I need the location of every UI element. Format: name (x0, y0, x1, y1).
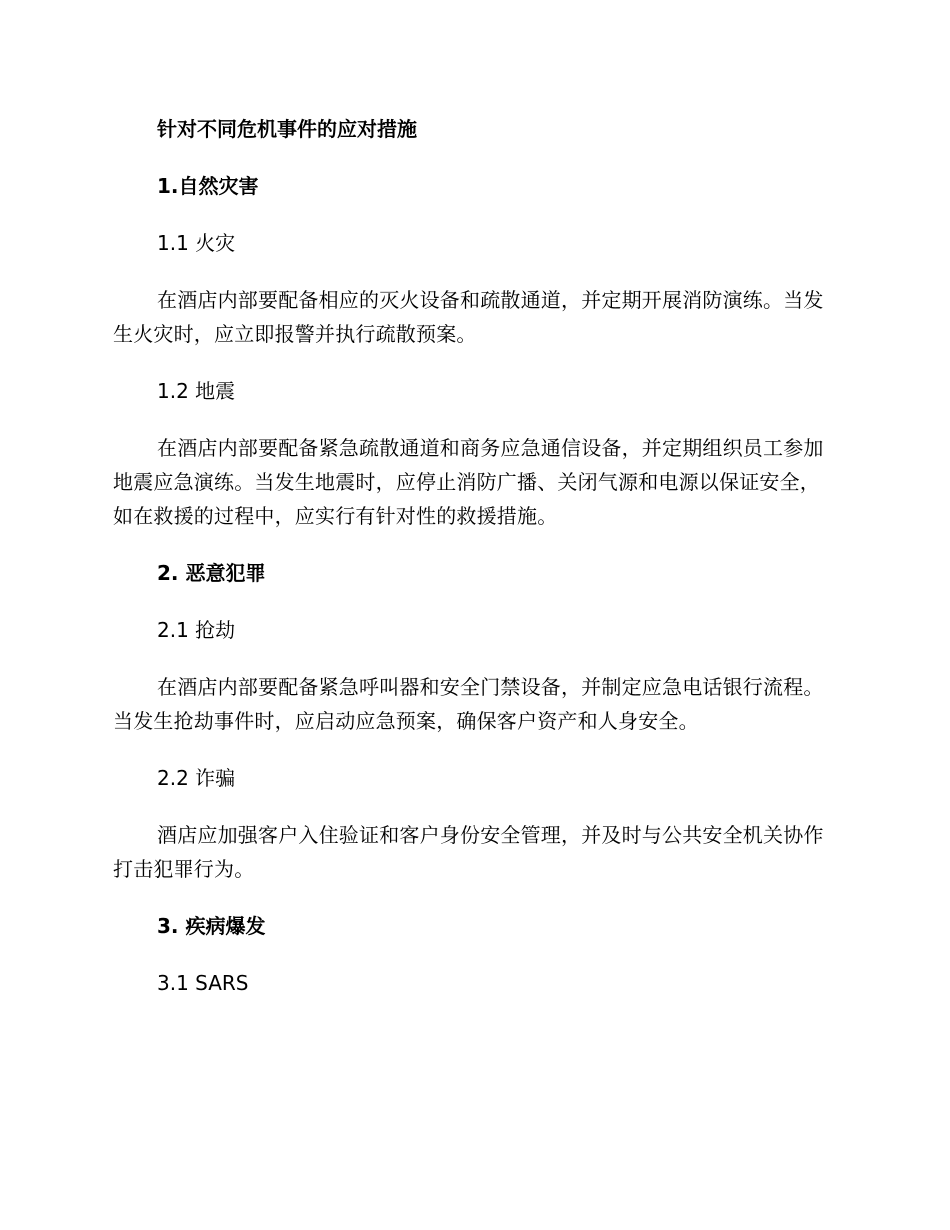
paragraph-robbery: 在酒店内部要配备紧急呼叫器和安全门禁设备，并制定应急电话银行流程。当发生抢劫事件时，应启动应急预案，确保客户资产和人身安全。 (113, 675, 824, 733)
section-heading-disease-outbreak: 3. 疾病爆发 (157, 914, 266, 938)
subsection-heading-fire: 1.1 火灾 (157, 231, 236, 255)
subsection-heading-robbery: 2.1 抢劫 (157, 618, 236, 642)
document-title: 针对不同危机事件的应对措施 (157, 117, 417, 141)
section-heading-natural-disaster: 1.自然灾害 (157, 174, 259, 198)
paragraph-fire: 在酒店内部要配备相应的灭火设备和疏散通道，并定期开展消防演练。当发生火灾时，应立即报警并执行疏散预案。 (113, 288, 824, 346)
paragraph-earthquake: 在酒店内部要配备紧急疏散通道和商务应急通信设备，并定期组织员工参加地震应急演练。当发生地震时，应停止消防广播、关闭气源和电源以保证安全，如在救援的过程中，应实行有针对性的救援措施。 (113, 436, 824, 528)
subsection-heading-fraud: 2.2 诈骗 (157, 766, 236, 790)
subsection-heading-sars: 3.1 SARS (157, 971, 249, 995)
section-heading-malicious-crime: 2. 恶意犯罪 (157, 561, 266, 585)
paragraph-fraud: 酒店应加强客户入住验证和客户身份安全管理，并及时与公共安全机关协作打击犯罪行为。 (113, 823, 824, 881)
subsection-heading-earthquake: 1.2 地震 (157, 379, 236, 403)
document-content (113, 112, 835, 1023)
